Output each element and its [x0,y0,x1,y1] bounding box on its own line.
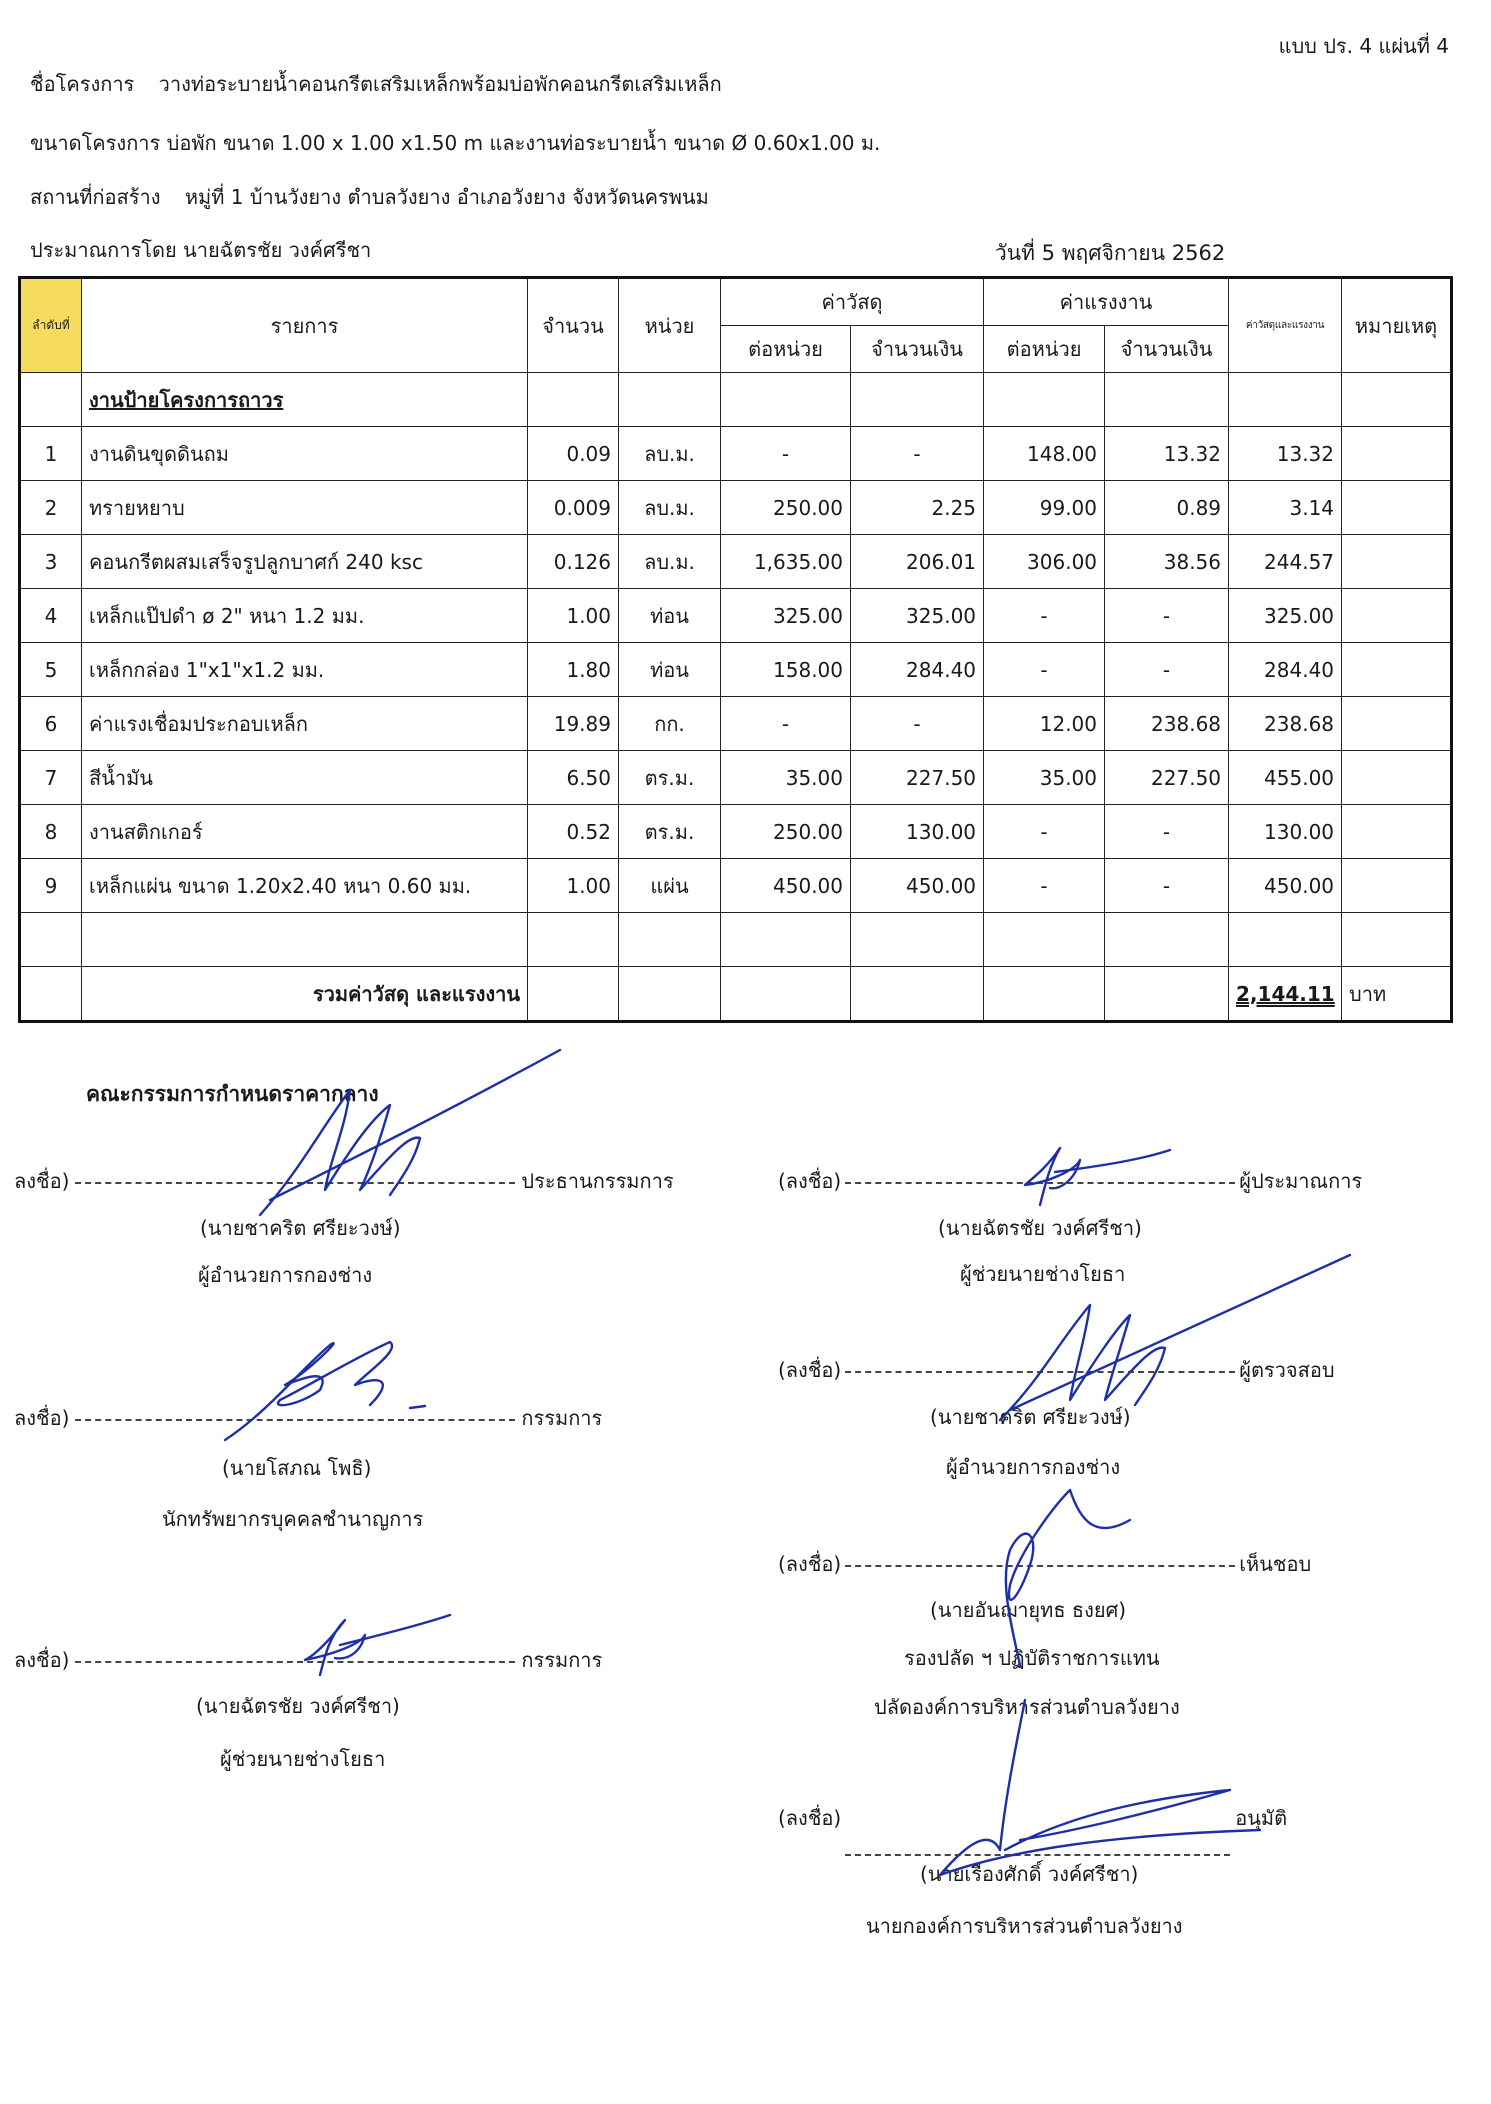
site-line [30,181,709,213]
row-material-amount: 227.50 [851,751,984,805]
row-labor-per-unit: - [984,859,1105,913]
estimator-label: ประมาณการโดย [30,238,177,262]
row-qty: 0.52 [528,805,619,859]
row-material-amount: 284.40 [851,643,984,697]
row-material-per-unit: 250.00 [721,805,851,859]
row-remark [1342,805,1452,859]
material-per-unit-header: ต่อหน่วย [721,326,851,373]
row-labor-per-unit: - [984,589,1105,643]
row-labor-amount: - [1105,589,1229,643]
row-qty: 0.009 [528,481,619,535]
project-name-line [30,68,722,100]
row-labor-per-unit: 148.00 [984,427,1105,481]
row-item: เหล็กแป๊ปดำ ø 2" หนา 1.2 มม. [82,589,528,643]
table-row [20,427,1452,481]
material-amount-header: จำนวนเงิน [851,326,984,373]
row-remark [1342,535,1452,589]
row-total: 244.57 [1229,535,1342,589]
member1-name: (นายโสภณ โพธิ) [222,1456,372,1480]
member1-position: นักทรัพยากรบุคคลชำนาญการ [162,1507,424,1531]
row-no: 5 [20,643,82,697]
col-unit-header: หน่วย [619,278,721,373]
col-total-header: ค่าวัสดุและแรงงาน [1229,278,1342,373]
total-row [20,967,1452,1022]
row-no: 9 [20,859,82,913]
row-item: งานดินขุดดินถม [82,427,528,481]
row-total: 450.00 [1229,859,1342,913]
sign-prefix: (ลงชื่อ) [778,1552,842,1576]
row-material-amount: 130.00 [851,805,984,859]
member1-signature-scribble [210,1330,450,1450]
row-labor-amount: 0.89 [1105,481,1229,535]
row-material-amount: 325.00 [851,589,984,643]
col-item-header: รายการ [82,278,528,373]
row-unit: แผ่น [619,859,721,913]
table-row [20,859,1452,913]
row-labor-amount: 227.50 [1105,751,1229,805]
row-remark [1342,697,1452,751]
row-unit: ลบ.ม. [619,427,721,481]
row-labor-amount: 13.32 [1105,427,1229,481]
form-number: แบบ ปร. 4 แผ่นที่ 4 [1278,34,1449,58]
row-material-amount: 450.00 [851,859,984,913]
row-material-amount: - [851,697,984,751]
col-remark-header: หมายเหตุ [1342,278,1452,373]
row-qty: 6.50 [528,751,619,805]
approver-signature-scribble [930,1690,1270,1880]
row-qty: 0.126 [528,535,619,589]
table-row [20,589,1452,643]
row-labor-amount: - [1105,643,1229,697]
row-labor-per-unit: 306.00 [984,535,1105,589]
member2-name: (นายฉัตรชัย วงค์ศรีชา) [196,1694,400,1718]
row-no: 1 [20,427,82,481]
site-value: หมู่ที่ 1 บ้านวังยาง ตำบลวังยาง อำเภอวังยาง จังหวัดนครพนม [184,185,709,209]
row-total: 455.00 [1229,751,1342,805]
row-unit: ท่อน [619,589,721,643]
approver-position: นายกองค์การบริหารส่วนตำบลวังยาง [866,1914,1183,1938]
chair-signature-scribble [230,1050,570,1230]
row-labor-amount: - [1105,805,1229,859]
row-qty: 1.00 [528,589,619,643]
row-no: 3 [20,535,82,589]
row-no: 6 [20,697,82,751]
row-remark [1342,427,1452,481]
labor-amount-header: จำนวนเงิน [1105,326,1229,373]
col-no-header: ลำดับที่ [20,278,82,373]
sign-prefix: ลงชื่อ) [14,1169,70,1193]
row-labor-amount: 238.68 [1105,697,1229,751]
approver-role: อนุมัติ [1235,1806,1288,1830]
row-item: ค่าแรงเชื่อมประกอบเหล็ก [82,697,528,751]
table-row [20,643,1452,697]
table-row [20,697,1452,751]
estimator-position: ผู้ช่วยนายช่างโยธา [960,1262,1126,1286]
row-total: 13.32 [1229,427,1342,481]
empty-row [20,913,1452,967]
row-labor-per-unit: - [984,643,1105,697]
inspector-position: ผู้อำนวยการกองช่าง [946,1455,1121,1479]
project-size-line [30,127,880,159]
row-material-per-unit: 450.00 [721,859,851,913]
row-total: 284.40 [1229,643,1342,697]
endorser-position2: ปลัดองค์การบริหารส่วนตำบลวังยาง [874,1695,1180,1719]
row-item: สีน้ำมัน [82,751,528,805]
sign-prefix: ลงชื่อ) [14,1406,70,1430]
sign-prefix: ลงชื่อ) [14,1648,70,1672]
col-material-header: ค่าวัสดุ [721,278,984,326]
table-header-row [20,278,1452,326]
row-material-per-unit: 250.00 [721,481,851,535]
row-no: 4 [20,589,82,643]
row-material-per-unit: 35.00 [721,751,851,805]
row-item: เหล็กกล่อง 1"x1"x1.2 มม. [82,643,528,697]
row-qty: 1.00 [528,859,619,913]
row-material-per-unit: 325.00 [721,589,851,643]
row-qty: 0.09 [528,427,619,481]
row-material-amount: 206.01 [851,535,984,589]
sign-prefix: (ลงชื่อ) [778,1806,842,1830]
row-labor-per-unit: 12.00 [984,697,1105,751]
row-total: 325.00 [1229,589,1342,643]
row-material-amount: - [851,427,984,481]
row-item: คอนกรีตผสมเสร็จรูปลูกบาศก์ 240 ksc [82,535,528,589]
size-label: ขนาดโครงการ [30,131,161,155]
estimator-role: ผู้ประมาณการ [1239,1169,1363,1193]
row-total: 238.68 [1229,697,1342,751]
row-labor-amount: 38.56 [1105,535,1229,589]
project-label: ชื่อโครงการ [30,72,135,96]
inspector-name: (นายชาคริต ศรียะวงษ์) [930,1405,1131,1429]
chair-role: ประธานกรรมการ [521,1169,674,1193]
row-material-per-unit: - [721,697,851,751]
inspector-role: ผู้ตรวจสอบ [1239,1358,1335,1382]
table-row [20,481,1452,535]
sign-prefix: (ลงชื่อ) [778,1358,842,1382]
chair-name: (นายชาคริต ศรียะวงษ์) [200,1216,401,1240]
estimator-signature-scribble [1000,1130,1200,1210]
section-title: งานป้ายโครงการถาวร [82,373,528,427]
row-unit: กก. [619,697,721,751]
endorser-role: เห็นชอบ [1239,1552,1312,1576]
section-row [20,373,1452,427]
table-row [20,751,1452,805]
row-unit: ตร.ม. [619,751,721,805]
site-label: สถานที่ก่อสร้าง [30,185,161,209]
row-remark [1342,859,1452,913]
row-item: งานสติกเกอร์ [82,805,528,859]
member2-position: ผู้ช่วยนายช่างโยธา [220,1747,386,1771]
row-qty: 1.80 [528,643,619,697]
inspector-signature-scribble [980,1250,1360,1430]
row-material-per-unit: 1,635.00 [721,535,851,589]
row-remark [1342,643,1452,697]
member2-signature-scribble [290,1600,470,1680]
row-no: 8 [20,805,82,859]
row-unit: ท่อน [619,643,721,697]
total-label: รวมค่าวัสดุ และแรงงาน [82,967,528,1022]
row-labor-amount: - [1105,859,1229,913]
row-labor-per-unit: 35.00 [984,751,1105,805]
approver-name: (นายเรืองศักดิ์ วงค์ศรีชา) [920,1862,1139,1886]
table-row [20,535,1452,589]
row-material-per-unit: - [721,427,851,481]
endorser-position: รองปลัด ฯ ปฏิบัติราชการแทน [904,1646,1160,1670]
committee-title: คณะกรรมการกำหนดราคากลาง [86,1082,379,1106]
row-total: 130.00 [1229,805,1342,859]
row-labor-per-unit: - [984,805,1105,859]
sign-prefix: (ลงชื่อ) [778,1169,842,1193]
total-value: 2,144.11 [1229,967,1342,1022]
endorser-signature-scribble [980,1480,1140,1670]
project-name: วางท่อระบายน้ำคอนกรีตเสริมเหล็กพร้อมบ่อพักคอนกรีตเสริมเหล็ก [158,72,722,96]
row-unit: ลบ.ม. [619,481,721,535]
row-labor-per-unit: 99.00 [984,481,1105,535]
row-item: เหล็กแผ่น ขนาด 1.20x2.40 หนา 0.60 มม. [82,859,528,913]
total-unit: บาท [1342,967,1452,1022]
estimator-line [30,234,371,266]
row-no: 7 [20,751,82,805]
table-row [20,805,1452,859]
estimator-name: (นายฉัตรชัย วงค์ศรีชา) [938,1216,1142,1240]
document-date: วันที่ 5 พฤศจิกายน 2562 [995,241,1226,265]
row-remark [1342,481,1452,535]
row-total: 3.14 [1229,481,1342,535]
chair-position: ผู้อำนวยการกองช่าง [198,1263,373,1287]
row-unit: ลบ.ม. [619,535,721,589]
row-material-amount: 2.25 [851,481,984,535]
member1-role: กรรมการ [521,1406,603,1430]
row-item: ทรายหยาบ [82,481,528,535]
row-no: 2 [20,481,82,535]
row-material-per-unit: 158.00 [721,643,851,697]
member2-role: กรรมการ [521,1648,603,1672]
row-remark [1342,751,1452,805]
size-value: บ่อพัก ขนาด 1.00 x 1.00 x1.50 m และงานท่อระบายน้ำ ขนาด Ø 0.60x1.00 ม. [166,131,881,155]
estimator-value: นายฉัตรชัย วงค์ศรีชา [183,238,372,262]
row-unit: ตร.ม. [619,805,721,859]
row-qty: 19.89 [528,697,619,751]
row-remark [1342,589,1452,643]
labor-per-unit-header: ต่อหน่วย [984,326,1105,373]
col-qty-header: จำนวน [528,278,619,373]
endorser-name: (นายอันฌายุทธ ธงยศ) [930,1598,1127,1622]
col-labor-header: ค่าแรงงาน [984,278,1229,326]
cost-table [18,276,1453,1023]
